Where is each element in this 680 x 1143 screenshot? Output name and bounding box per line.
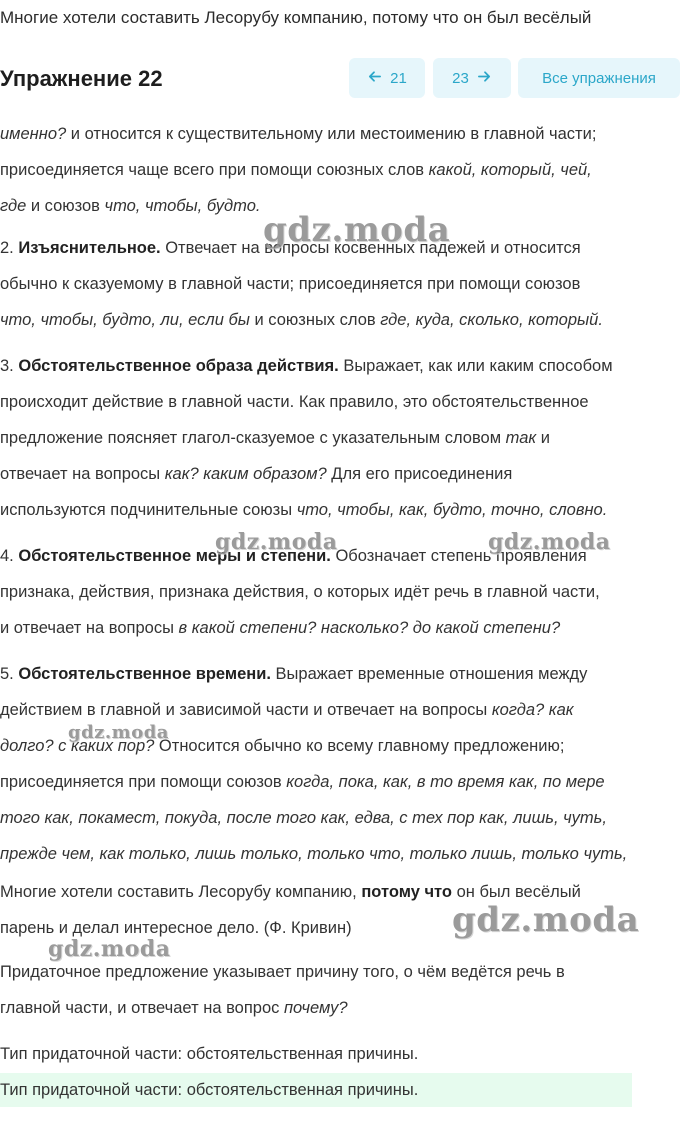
text-line: действием в главной и зависимой части и отвечает на вопросы когда? как [0, 701, 574, 719]
type-line: Тип придаточной части: обстоятельственная причины. [0, 1045, 419, 1063]
paragraph-5: 5. Обстоятельственное времени. Выражает временные отношения между [0, 665, 588, 683]
text-line: предложение поясняет глагол-сказуемое с указательным словом так и [0, 429, 550, 447]
text-line: присоединяется чаще всего при помощи союзных слов какой, который, чей, [0, 161, 592, 179]
text-line: обычно к сказуемому в главной части; присоединяется при помощи союзов [0, 275, 581, 293]
watermark: gdz.moda [68, 722, 169, 743]
text-line: где и союзов что, чтобы, будто. [0, 197, 261, 215]
all-exercises-button[interactable]: Все упражнения [518, 58, 680, 98]
text-line: того как, покамест, покуда, после того как, едва, с тех пор как, лишь, чуть, [0, 809, 607, 827]
text-line: именно? и относится к существительному или местоимению в главной части; [0, 125, 597, 143]
next-exercise-button[interactable] [433, 58, 511, 98]
text-line: что, чтобы, будто, ли, если бы и союзных слов где, куда, сколько, который. [0, 311, 603, 329]
exercise-header [0, 58, 680, 100]
watermark: gdz.moda [452, 900, 640, 940]
explanation-line: Придаточное предложение указывает причину того, о чём ведётся речь в [0, 963, 565, 981]
example-sentence: Многие хотели составить Лесорубу компанию, потому что он был весёлый [0, 883, 581, 901]
watermark: gdz.moda [263, 210, 451, 250]
paragraph-4: 4. Обстоятельственное меры и степени. Обозначает степень проявления [0, 547, 587, 565]
paragraph-2: 2. Изъяснительное. Отвечает на вопросы косвенных падежей и относится [0, 239, 581, 257]
prev-exercise-button[interactable] [349, 58, 425, 98]
page-title: Упражнение 22 [0, 66, 163, 91]
text-line: отвечает на вопросы как? каким образом? Для его присоединения [0, 465, 513, 483]
top-sentence: Многие хотели составить Лесорубу компанию, потому что он был весёлый [0, 8, 592, 27]
text-line: происходит действие в главной части. Как правило, это обстоятельственное [0, 393, 589, 411]
arrow-right-icon [477, 69, 492, 88]
watermark: gdz.moda [48, 936, 171, 962]
text-line: присоединяется при помощи союзов когда, пока, как, в то время как, по мере [0, 773, 605, 791]
text-line: признака, действия, признака действия, о которых идёт речь в главной части, [0, 583, 600, 601]
example-sentence-cont: парень и делал интересное дело. (Ф. Кривин) [0, 919, 352, 937]
watermark: gdz.moda [488, 529, 611, 555]
next-exercise-label: 23 [452, 69, 469, 87]
prev-exercise-label: 21 [390, 69, 407, 87]
answer-highlight: Тип придаточной части: обстоятельственная причины. [0, 1073, 632, 1107]
explanation-line: главной части, и отвечает на вопрос почему? [0, 999, 348, 1017]
text-line: долго? с каких пор? Относится обычно ко всему главному предложению; [0, 737, 565, 755]
text-line: прежде чем, как только, лишь только, только что, только лишь, только чуть, [0, 845, 628, 863]
text-line: и отвечает на вопросы в какой степени? насколько? до какой степени? [0, 619, 561, 637]
paragraph-3: 3. Обстоятельственное образа действия. Выражает, как или каким способом [0, 357, 613, 375]
text-line: используются подчинительные союзы что, чтобы, как, будто, точно, словно. [0, 501, 608, 519]
watermark: gdz.moda [215, 529, 338, 555]
arrow-left-icon [367, 69, 382, 88]
